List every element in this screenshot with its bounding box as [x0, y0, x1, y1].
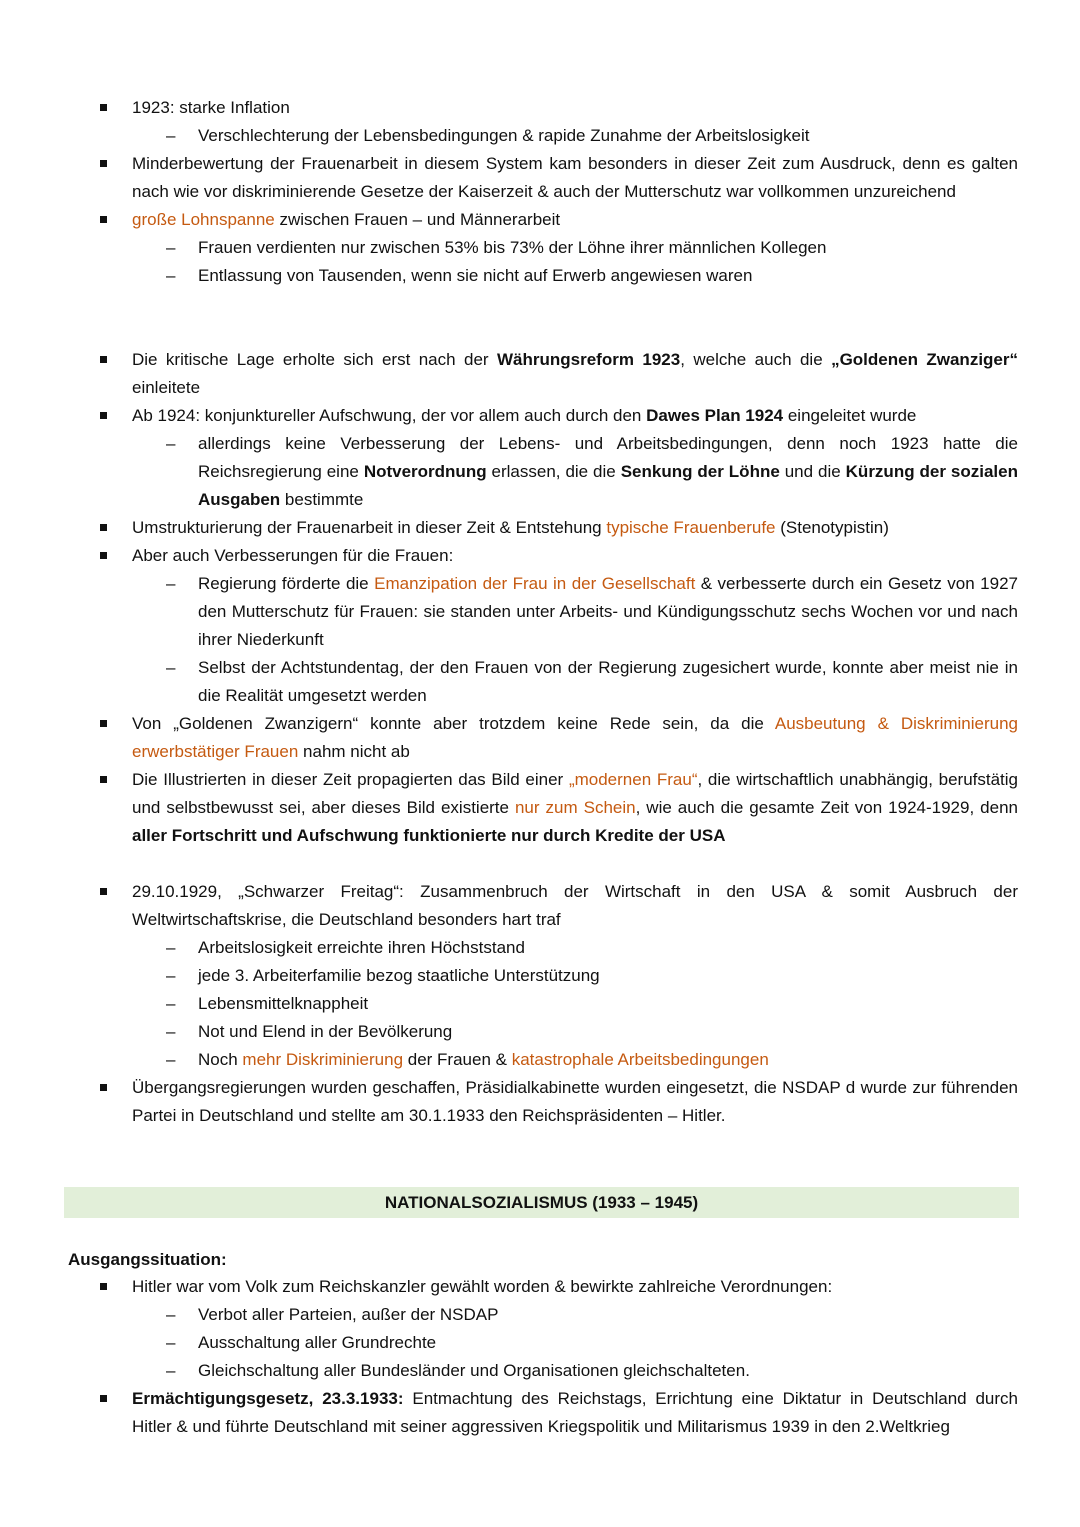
dash-item: – Entlassung von Tausenden, wenn sie nicht auf Erwerb angewiesen waren	[132, 262, 1018, 290]
highlight-text: große Lohnspanne	[132, 210, 275, 229]
bullet-waehrungsreform: Die kritische Lage erholte sich erst nach der Währungsreform 1923, welche auch die „Goldenen Zwanziger“ einleitete	[0, 346, 1080, 402]
bullet-illustrierte: Die Illustrierten in dieser Zeit propagierten das Bild einer „modernen Frau“, die wirtschaftlich unabhängig, berufstätig und selbstbewusst sei, aber dieses Bild existierte nur zum Schein, wie auch die gesamte Zeit von 1924-1929, denn aller Fortschritt und Aufschwung funktionierte nur durch Kredite der USA	[0, 766, 1080, 850]
bullet-hitler-reichskanzler: Hitler war vom Volk zum Reichskanzler gewählt worden & bewirkte zahlreiche Verordnungen: – Verbot aller Parteien, außer der NSDAP – Ausschaltung aller Grundrechte – Gleichschaltung aller Bundesländer und Organisationen gleichschalteten.	[0, 1273, 1080, 1385]
bullet-verbesserungen: Aber auch Verbesserungen für die Frauen: – Regierung förderte die Emanzipation der Frau in der Gesellschaft & verbesserte durch ein Gesetz von 1927 den Mutterschutz für Frauen: sie standen unter Arbeits- und Kündigungsschutz sechs Wochen vor und nach ihrer Niederkunft – Selbst der Achtstundentag, der den Frauen von der Regierung zugesichert wurde, konnte aber meist nie in die Realität umgesetzt werden	[0, 542, 1080, 710]
dash-item: – Selbst der Achtstundentag, der den Frauen von der Regierung zugesichert wurde, konnte aber meist nie in die Realität umgesetzt werden	[132, 654, 1018, 710]
dash-item: – Arbeitslosigkeit erreichte ihren Höchststand	[132, 934, 1018, 962]
dash-item: – Verschlechterung der Lebensbedingungen & rapide Zunahme der Arbeitslosigkeit	[132, 122, 1018, 150]
subheading: Ausgangssituation:	[68, 1250, 227, 1269]
dash-item: – Regierung förderte die Emanzipation der Frau in der Gesellschaft & verbesserte durch ein Gesetz von 1927 den Mutterschutz für Frauen: sie standen unter Arbeits- und Kündigungsschutz sechs Wochen vor und nach ihrer Niederkunft	[132, 570, 1018, 654]
highlight-text: Emanzipation der Frau in der Gesellschaft	[374, 574, 696, 593]
dash-item: – Frauen verdienten nur zwischen 53% bis 73% der Löhne ihrer männlichen Kollegen	[132, 234, 1018, 262]
dash-item: – jede 3. Arbeiterfamilie bezog staatliche Unterstützung	[132, 962, 1018, 990]
bullet-inflation: 1923: starke Inflation – Verschlechterung der Lebensbedingungen & rapide Zunahme der Arbeitslosigkeit	[0, 94, 1080, 150]
bullet-frauenberufe: Umstrukturierung der Frauenarbeit in dieser Zeit & Entstehung typische Frauenberufe (Stenotypistin)	[0, 514, 1080, 542]
dash-item: – Not und Elend in der Bevölkerung	[132, 1018, 1018, 1046]
bullet-ermaechtigungsgesetz: Ermächtigungsgesetz, 23.3.1933: Entmachtung des Reichstags, Errichtung eine Diktatur in Deutschland durch Hitler & und führte Deutschland mit seiner aggressiven Kriegspolitik und Militarismus 1939 in den 2.Weltkrieg	[0, 1385, 1080, 1441]
highlight-text: Ausbeutung & Diskriminierung erwerbstätiger Frauen	[132, 714, 1019, 761]
bullet-minderbewertung: Minderbewertung der Frauenarbeit in diesem System kam besonders in dieser Zeit zum Ausdruck, denn es galten nach wie vor diskriminierende Gesetze der Kaiserzeit & auch der Mutterschutz war vollkommen unzureichend	[0, 150, 1080, 206]
bullet-schwarzer-freitag: 29.10.1929, „Schwarzer Freitag“: Zusammenbruch der Wirtschaft in den USA & somit Ausbruch der Weltwirtschaftskrise, die Deutschland besonders hart traf – Arbeitslosigkeit erreichte ihren Höchststand – jede 3. Arbeiterfamilie bezog staatliche Unterstützung – Lebensmittelknappheit – Not und Elend in der Bevölkerung – Noch mehr Diskriminierung der Frauen & katastrophale Arbeitsbedingungen	[0, 878, 1080, 1074]
section-weltwirtschaftskrise	[0, 878, 1080, 1130]
dash-item: – Gleichschaltung aller Bundesländer und Organisationen gleichschalteten.	[132, 1357, 1018, 1385]
section-goldene-zwanziger	[0, 346, 1080, 850]
dash-item: – Noch mehr Diskriminierung der Frauen & katastrophale Arbeitsbedingungen	[132, 1046, 1018, 1074]
dash-item: – Lebensmittelknappheit	[132, 990, 1018, 1018]
bullet-aufschwung: Ab 1924: konjunktureller Aufschwung, der vor allem auch durch den Dawes Plan 1924 eingeleitet wurde – allerdings keine Verbesserung der Lebens- und Arbeitsbedingungen, denn noch 1923 hatte die Reichsregierung eine Notverordnung erlassen, die die Senkung der Löhne und die Kürzung der sozialen Ausgaben bestimmte	[0, 402, 1080, 514]
section-inflation	[0, 94, 1080, 290]
bullet-lohnspanne: große Lohnspanne zwischen Frauen – und Männerarbeit – Frauen verdienten nur zwischen 53% bis 73% der Löhne ihrer männlichen Kollegen – Entlassung von Tausenden, wenn sie nicht auf Erwerb angewiesen waren	[0, 206, 1080, 290]
dash-item: – Verbot aller Parteien, außer der NSDAP	[132, 1301, 1018, 1329]
section-heading: NATIONALSOZIALISMUS (1933 – 1945)	[64, 1187, 1019, 1218]
section-ausgangssituation	[0, 1273, 1080, 1441]
bullet-ausbeutung: Von „Goldenen Zwanzigern“ konnte aber trotzdem keine Rede sein, da die Ausbeutung & Diskriminierung erwerbstätiger Frauen nahm nicht ab	[0, 710, 1080, 766]
highlight-text: katastrophale Arbeitsbedingungen	[511, 1050, 769, 1069]
dash-item: – Ausschaltung aller Grundrechte	[132, 1329, 1018, 1357]
highlight-text: mehr Diskriminierung	[242, 1050, 404, 1069]
highlight-text: nur zum Schein	[514, 798, 636, 817]
highlight-text: typische Frauenberufe	[606, 518, 776, 537]
dash-item: – allerdings keine Verbesserung der Lebens- und Arbeitsbedingungen, denn noch 1923 hatte die Reichsregierung eine Notverordnung erlassen, die die Senkung der Löhne und die Kürzung der sozialen Ausgaben bestimmte	[132, 430, 1018, 514]
bullet-uebergangsregierungen: Übergangsregierungen wurden geschaffen, Präsidialkabinette wurden eingesetzt, die NSDAP d wurde zur führenden Partei in Deutschland und stellte am 30.1.1933 den Reichspräsidenten – Hitler.	[0, 1074, 1080, 1130]
highlight-text: „modernen Frau“	[568, 770, 698, 789]
